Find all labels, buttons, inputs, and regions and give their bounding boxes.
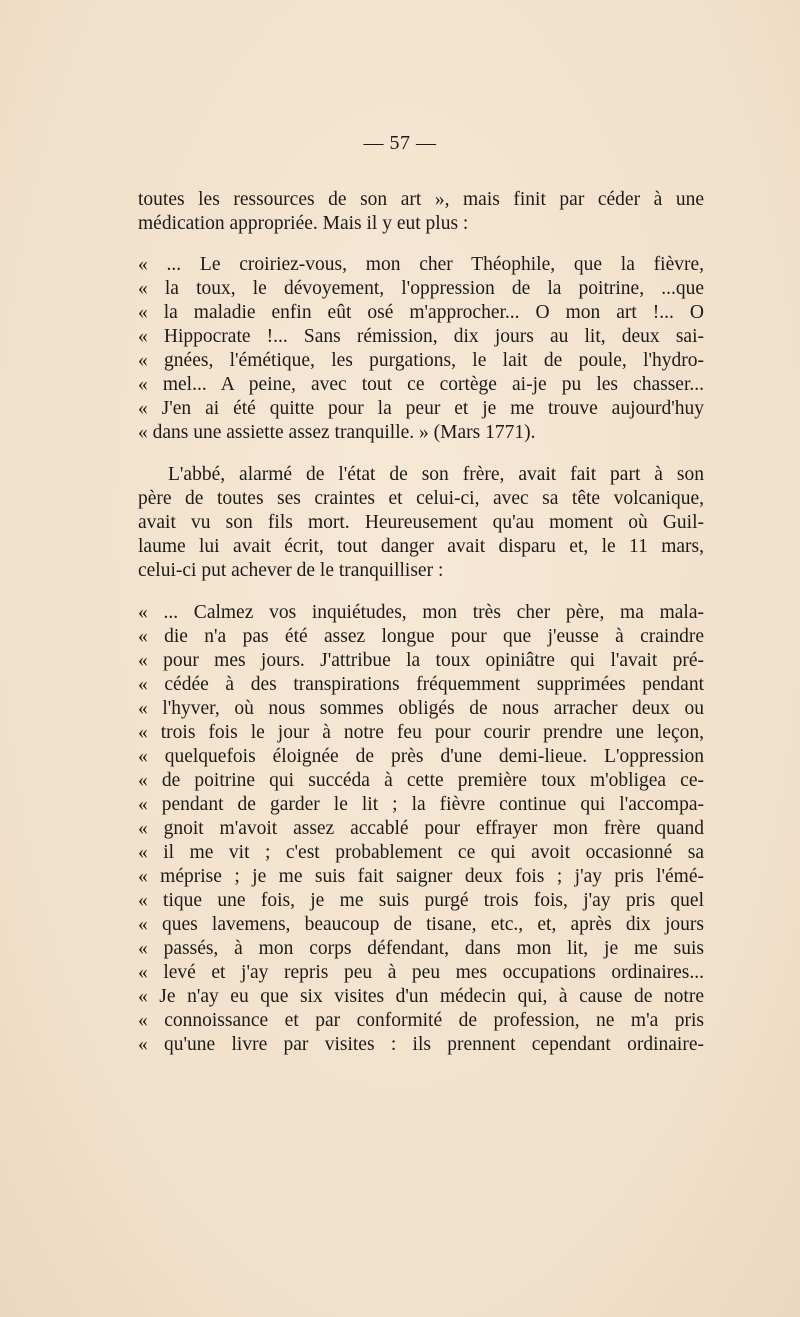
page-number: — 57 —	[363, 132, 437, 154]
text-line: laume lui avait écrit, tout danger avait disparu et, le 11 mars,	[138, 536, 704, 557]
text-line: L'abbé, alarmé de l'état de son frère, avait fait part à son	[168, 464, 704, 485]
quote-line: « trois fois le jour à notre feu pour courir prendre une leçon,	[138, 722, 704, 743]
text-line: toutes les ressources de son art », mais finit par céder à une	[138, 189, 704, 210]
quote-line: « quelquefois éloignée de près d'une demi-lieue. L'oppression	[138, 746, 704, 767]
quote-line: « die n'a pas été assez longue pour que j'eusse à craindre	[138, 626, 704, 647]
quote-line: « l'hyver, où nous sommes obligés de nous arracher deux ou	[138, 698, 704, 719]
quote-line: « gnoit m'avoit assez accablé pour effrayer mon frère quand	[138, 818, 704, 839]
quote-line: « pour mes jours. J'attribue la toux opiniâtre qui l'avait pré-	[138, 650, 704, 671]
quote-line: « levé et j'ay repris peu à peu mes occupations ordinaires...	[138, 962, 704, 983]
quote-line: « la maladie enfin eût osé m'approcher... O mon art !... O	[138, 302, 704, 323]
quote-line: « J'en ai été quitte pour la peur et je me trouve aujourd'huy	[138, 398, 704, 419]
quote-line: « tique une fois, je me suis purgé trois fois, j'ay pris quel	[138, 890, 704, 911]
quote-line: « connoissance et par conformité de profession, ne m'a pris	[138, 1010, 704, 1031]
quote-line: « Hippocrate !... Sans rémission, dix jours au lit, deux sai-	[138, 326, 704, 347]
quote-line: « méprise ; je me suis fait saigner deux fois ; j'ay pris l'émé-	[138, 866, 704, 887]
quote-line: « passés, à mon corps défendant, dans mon lit, je me suis	[138, 938, 704, 959]
quote-line: « mel... A peine, avec tout ce cortège ai-je pu les chasser...	[138, 374, 704, 395]
text-line: celui-ci put achever de le tranquilliser :	[138, 560, 444, 581]
quote-line: « la toux, le dévoyement, l'oppression de la poitrine, ...que	[138, 278, 704, 299]
text-line: père de toutes ses craintes et celui-ci, avec sa tête volcanique,	[138, 488, 704, 509]
quote-line: « il me vit ; c'est probablement ce qui avoit occasionné sa	[138, 842, 704, 863]
quote-line: « dans une assiette assez tranquille. » (Mars 1771).	[138, 422, 536, 443]
quote-line: « de poitrine qui succéda à cette première toux m'obligea ce-	[138, 770, 704, 791]
quote-line: « ... Calmez vos inquiétudes, mon très cher père, ma mala-	[138, 602, 704, 623]
text-line: avait vu son fils mort. Heureusement qu'au moment où Guil-	[138, 512, 704, 533]
text-line: médication appropriée. Mais il y eut plus :	[138, 213, 469, 234]
quote-line: « ques lavemens, beaucoup de tisane, etc., et, après dix jours	[138, 914, 704, 935]
quote-line: « ... Le croiriez-vous, mon cher Théophile, que la fièvre,	[138, 254, 704, 275]
quote-line: « pendant de garder le lit ; la fièvre continue qui l'accompa-	[138, 794, 704, 815]
quote-line: « Je n'ay eu que six visites d'un médecin qui, à cause de notre	[138, 986, 704, 1007]
quote-line: « gnées, l'émétique, les purgations, le lait de poule, l'hydro-	[138, 350, 704, 371]
quote-line: « qu'une livre par visites : ils prennent cependant ordinaire-	[138, 1034, 704, 1055]
quote-line: « cédée à des transpirations fréquemment supprimées pendant	[138, 674, 704, 695]
